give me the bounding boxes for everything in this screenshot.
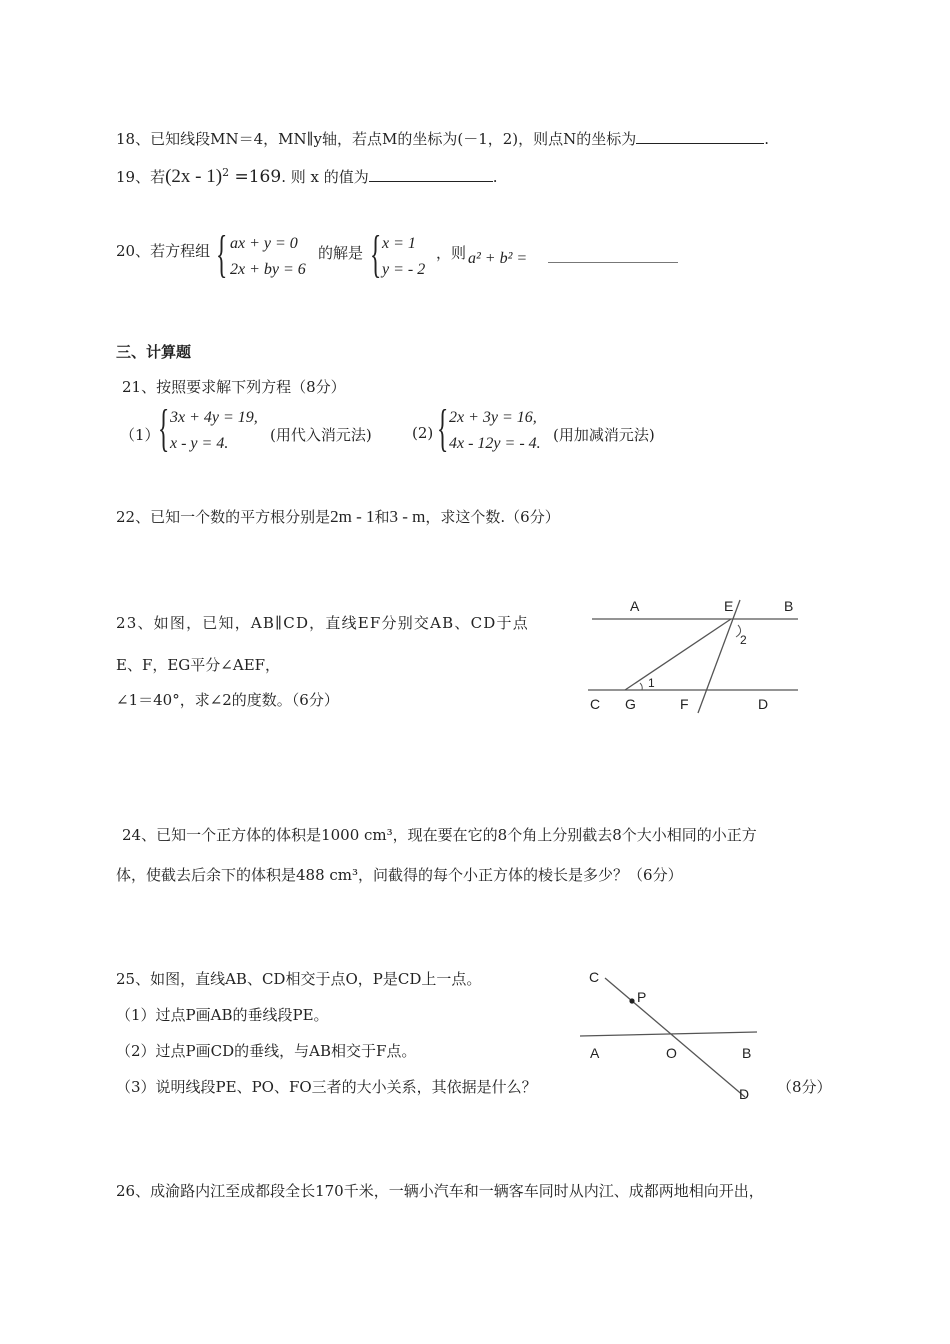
- label-f: F: [680, 696, 689, 712]
- q21-part2-system: [449, 405, 541, 457]
- line-cd: [605, 978, 745, 1097]
- q18-text: 18、已知线段MN＝4，MN∥y轴，若点M的坐标为(－1，2)，则点N的坐标为: [116, 130, 637, 148]
- q19-expression: (2x - 1): [165, 166, 223, 187]
- q21-p1-eq1: 3x + 4y = 19,: [170, 409, 258, 426]
- q22-suffix: ，求这个数.（6分）: [425, 508, 560, 526]
- label-o: O: [666, 1045, 677, 1061]
- q25-line2: （1）过点P画AB的垂线段PE。: [116, 1006, 329, 1024]
- q20-system-2: [382, 231, 425, 283]
- label-c: C: [589, 969, 600, 985]
- label-a: A: [590, 1045, 600, 1061]
- label-e: E: [724, 598, 734, 614]
- line-ef: [698, 600, 740, 713]
- q23-line2: E、F，EG平分∠AEF，: [116, 656, 281, 674]
- q21-part2-label: (2): [412, 424, 434, 442]
- q21-part1-label: （1）: [120, 426, 160, 444]
- q21-part2-brace: {: [437, 400, 449, 457]
- q19-equals: =169: [229, 167, 282, 187]
- q25-figure: [575, 960, 765, 1108]
- q25-score: （8分）: [777, 1078, 832, 1096]
- q20-system-1: [230, 231, 306, 283]
- q19-answer-blank[interactable]: [369, 167, 493, 182]
- q26-line1: 26、成渝路内江至成都段全长170千米，一辆小汽车和一辆客车同时从内江、成都两地相向开出，: [116, 1182, 764, 1200]
- q24-line1: 24、已知一个正方体的体积是1000 cm³，现在要在它的8个角上分别截去8个大小相同的小正方: [122, 826, 757, 844]
- q25-line1: 25、如图，直线AB、CD相交于点O，P是CD上一点。: [116, 970, 482, 988]
- q20-sys2-eq2: y = - 2: [382, 261, 426, 278]
- q18-end: .: [764, 130, 770, 148]
- section-3-title: 三、计算题: [116, 343, 192, 361]
- label-a: A: [630, 598, 640, 614]
- q21-part1-method: (用代入消元法): [270, 426, 372, 444]
- q23-figure: [580, 595, 810, 720]
- q20-then: ，则: [436, 244, 467, 262]
- question-19: [116, 166, 498, 188]
- question-22: [116, 506, 560, 527]
- q20-brace-2: {: [370, 226, 382, 283]
- q21-part2-method: (用加减消元法): [553, 426, 655, 444]
- q21-p2-eq1: 2x + 3y = 16,: [449, 409, 537, 426]
- q21-part1-system: [170, 405, 258, 457]
- q20-sys2-eq1: x = 1: [382, 235, 416, 252]
- question-18: [116, 128, 769, 149]
- angle-1-arc: [640, 683, 642, 690]
- q22-root-b: 3 - m: [389, 507, 426, 526]
- q20-mid: 的解是: [318, 244, 364, 262]
- q19-prefix: 19、若: [116, 168, 166, 186]
- line-eg: [625, 619, 731, 690]
- q19-end: .: [492, 168, 498, 186]
- q20-sys1-eq2: 2x + by = 6: [230, 261, 306, 278]
- label-b: B: [742, 1045, 752, 1061]
- label-g: G: [625, 696, 636, 712]
- q23-line1: 23、如图，已知，AB∥CD，直线EF分别交AB、CD于点: [116, 614, 529, 632]
- q21-part1-brace: {: [158, 400, 170, 457]
- label-d: D: [739, 1086, 750, 1102]
- label-angle-2: 2: [740, 633, 747, 647]
- q25-line3: （2）过点P画CD的垂线，与AB相交于F点。: [116, 1042, 417, 1060]
- q21-title: 21、按照要求解下列方程（8分）: [122, 378, 346, 396]
- q20-expression: a² + b² =: [468, 250, 528, 267]
- q20-brace-1: {: [216, 226, 228, 283]
- q23-line3: ∠1＝40°，求∠2的度数。（6分）: [116, 691, 339, 709]
- label-b: B: [784, 598, 794, 614]
- label-p: P: [637, 989, 647, 1005]
- label-c: C: [590, 696, 601, 712]
- label-d: D: [758, 696, 769, 712]
- q22-root-a: 2m - 1: [330, 507, 375, 526]
- label-angle-1: 1: [648, 676, 655, 690]
- q20-answer-blank[interactable]: [548, 262, 678, 263]
- q19-power: 2: [222, 166, 230, 179]
- q24-line2: 体，使截去后余下的体积是488 cm³，问截得的每个小正方体的棱长是多少？（6分）: [116, 866, 683, 884]
- point-p: [629, 998, 634, 1003]
- q21-p2-eq2: 4x - 12y = - 4.: [449, 435, 541, 452]
- q22-prefix: 22、已知一个数的平方根分别是: [116, 508, 331, 526]
- q25-line4: （3）说明线段PE、PO、FO三者的大小关系，其依据是什么？: [116, 1078, 537, 1096]
- q21-p1-eq2: x - y = 4.: [170, 435, 229, 452]
- q18-answer-blank[interactable]: [636, 129, 764, 144]
- q20-prefix: 20、若方程组: [116, 242, 211, 260]
- q22-and: 和: [374, 508, 390, 526]
- q20-sys1-eq1: ax + y = 0: [230, 235, 298, 252]
- q19-suffix: . 则 x 的值为: [281, 168, 369, 186]
